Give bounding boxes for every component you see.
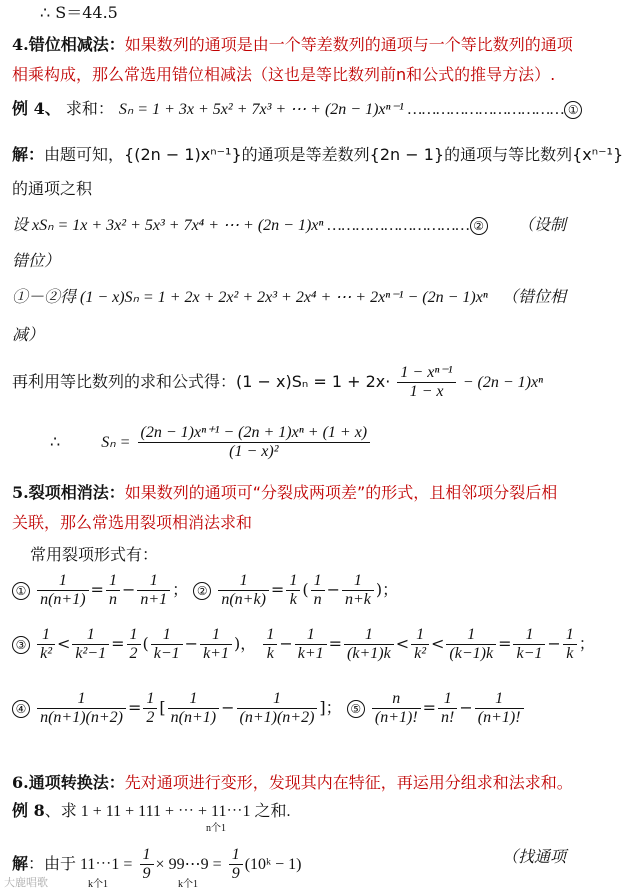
section-4-desc-2: 相乘构成，那么常选用错位相减法（这也是等比数列前n和公式的推导方法）. [12, 65, 556, 84]
subtract-formula: ①－②得 (1 − x)Sₙ = 1 + 2x + 2x² + 2x³ + 2x⁴ + ⋯ + 2xⁿ⁻¹ − (2n − 1)xⁿ [12, 289, 488, 306]
section-4-desc-1: 如果数列的通项是由一个等差数列的通项与一个等比数列的通项 [124, 35, 573, 54]
section-6-heading [12, 772, 578, 794]
solution-8-note: （找通项 [501, 847, 566, 866]
formula-4-5: ④ $\frac{1}{n(n+1)(n+2)}$ = $\frac{1}{2}$ [ $\frac{1}{n(n+1)}$ − $\frac{1}{(n+1)(n+2)}$ ]； ⑤ $\frac{n}{(n+1)!}$ = $\frac{1}{n!}$ − $\frac{1}{(n+1)!}$ [12, 690, 578, 727]
section-5-heading [12, 482, 578, 504]
set-note: （设制 [517, 215, 566, 234]
tag-f1: ① [12, 582, 30, 600]
final-fraction: $\frac{\text{(2n − 1)xⁿ⁺¹ − (2n + 1)xⁿ + (1 + x)}}{\text{(1 − x)²}}$ [138, 424, 371, 461]
tag-f5: ⑤ [347, 700, 365, 718]
example-4-label: 例 4、 [12, 99, 61, 118]
tag-f2: ② [193, 582, 211, 600]
solution-label: 解： [12, 145, 45, 164]
section-5-desc-2: 关联，那么常选用裂项相消法求和 [12, 513, 253, 532]
tag-f3: ③ [12, 636, 30, 654]
section-4-num: 4. [12, 35, 29, 54]
tag-f4: ④ [12, 700, 30, 718]
set-note-2: 错位） [12, 251, 61, 270]
tag-1: ① [564, 101, 582, 119]
solution-8-under-2: k个1 [178, 879, 198, 890]
solution-8-text: ：由于 11⋯1 = [28, 856, 133, 873]
solution-8-under-1: k个1 [88, 879, 108, 890]
solution-8-label: 解 [12, 854, 29, 873]
example-4-formula: Sₙ = 1 + 3x + 5x² + 7x³ + ⋯ + (2n − 1)xⁿ⁻¹ …………………………… [118, 101, 565, 118]
section-5-title: 裂项相消法： [28, 483, 125, 502]
solution-text-1: 由题可知，{(2n − 1)xⁿ⁻¹}的通项是等差数列{2n − 1}的通项与等比数列{xⁿ⁻¹} [44, 145, 623, 164]
section-6-title: 通项转换法： [28, 773, 125, 792]
section-6-num: 6. [12, 773, 29, 792]
example-8-label: 例 8 [12, 801, 45, 820]
formula-3: ③ $\frac{1}{\text{k²}}$ < $\frac{1}{\text{k²−1}}$ = $\frac{1}{2}$ ( $\frac{1}{k-1}$ − $\frac{1}{k+1}$ )， $\frac{1}{k}$ − $\frac{1}{k+1}$ = $\frac{1}{(k+1)k}$ < $\frac{1}{\text{k²}}$ < $\frac{1}{(k-1)k}$ = $\frac{1}{k-1}$ − $\frac{1}{k}$ ； [12, 626, 578, 663]
geometric-tail: − (2n − 1)xⁿ [462, 374, 544, 391]
section-5-desc-1: 如果数列的通项可“分裂成两项差”的形式，且相邻项分裂后相 [124, 483, 558, 502]
set-formula: 设 xSₙ = 1x + 3x² + 5x³ + 7x⁴ + ⋯ + (2n − 1)xⁿ ………………………… [12, 217, 470, 234]
geometric-sum-line [12, 364, 578, 401]
section-5-num: 5. [12, 483, 29, 502]
formula-1-2: ① $\frac{1}{n(n+1)}$ = $\frac{1}{n}$ − $\frac{1}{n+1}$ ； ② $\frac{1}{n(n+k)}$ = $\frac{1}{k}$ ( $\frac{1}{n}$ − $\frac{1}{n+k}$ )； [12, 572, 578, 609]
section-4-title: 错位相减法： [28, 35, 125, 54]
section-4-heading [12, 34, 578, 56]
example-4 [12, 98, 578, 121]
geometric-sum-text: 再利用等比数列的求和公式得：(1 − x)Sₙ = 1 + 2x· [12, 372, 391, 391]
common-forms-label: 常用裂项形式有： [30, 545, 159, 564]
therefore-symbol: ∴ [50, 434, 61, 451]
example-8-underbrace: n个1 [206, 823, 226, 834]
tag-2: ② [470, 217, 488, 235]
watermark: 大鹿唱歌 [4, 876, 48, 889]
section-6-desc: 先对通项进行变形，发现其内在特征，再运用分组求和法求和。 [124, 773, 573, 792]
example-8-text: 、求 1 + 11 + 111 + ⋯ + 11⋯1 之和. [44, 803, 291, 820]
subtract-line [12, 286, 578, 309]
subtract-note: （错位相 [501, 287, 566, 306]
final-lhs: Sₙ = [101, 434, 131, 451]
set-line [12, 214, 578, 237]
subtract-note-2: 减） [12, 325, 45, 344]
example-4-prompt: 求和： [65, 99, 114, 118]
solution-4-line-1 [12, 144, 623, 166]
geometric-fraction: $\frac{\text{1 − xⁿ⁻¹}}{1 - x}$ [397, 364, 455, 401]
solution-text-2: 的通项之积 [12, 179, 93, 198]
final-result [50, 424, 578, 461]
solution-8: 解：由于 11⋯1 = $\frac{1}{9}$ × 99⋯9 = $\frac{1}{9}$ (10ᵏ − 1) （找通项 [12, 846, 566, 882]
result-s-value: ∴ S＝44.5 [40, 3, 118, 22]
